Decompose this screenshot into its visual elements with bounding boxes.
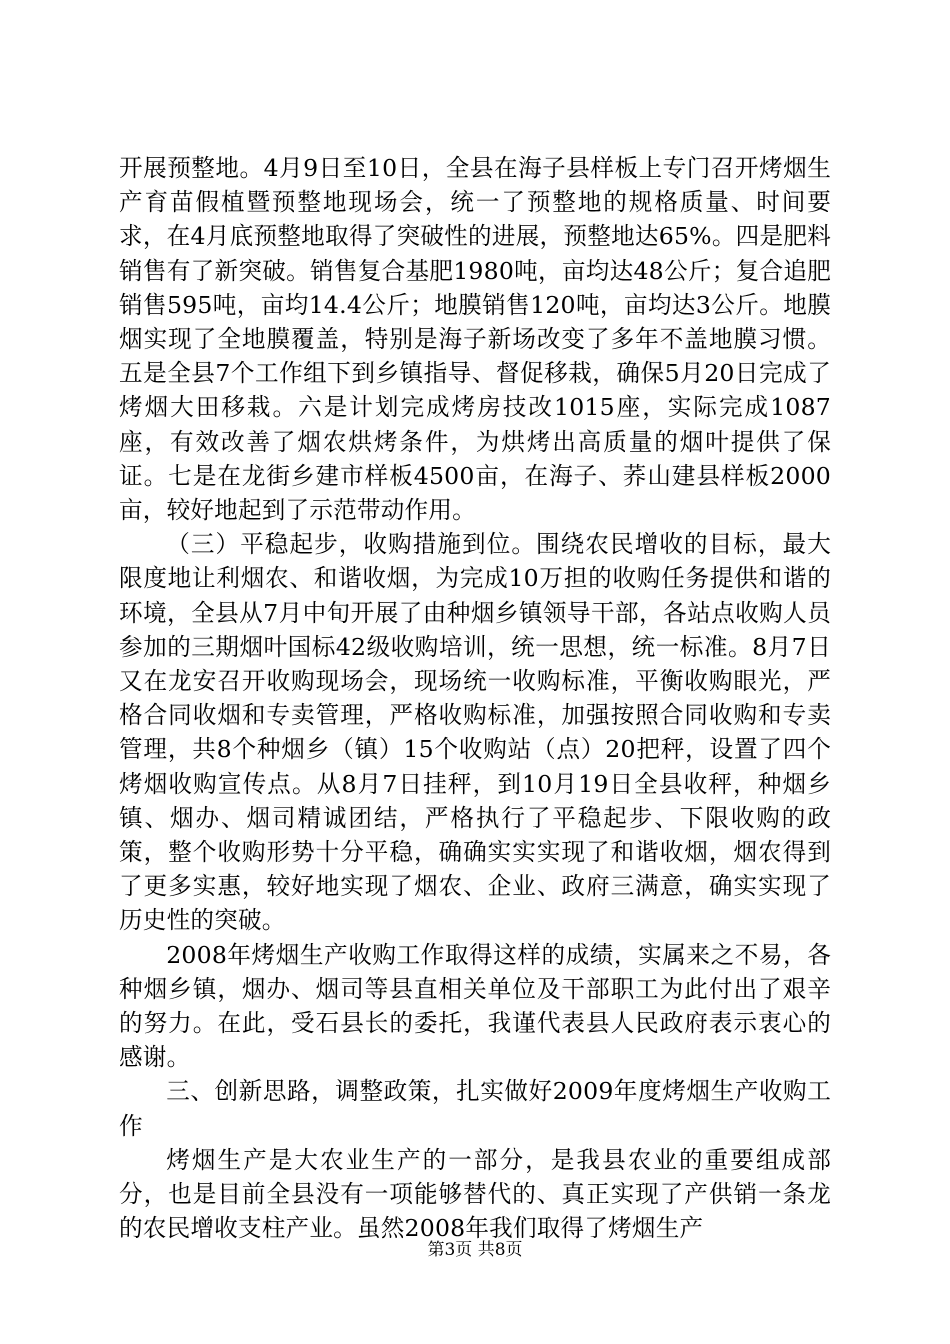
- heading-section-innovation: 三、创新思路，调整政策，扎实做好2009年度烤烟生产收购工作: [119, 1077, 831, 1140]
- document-body: [119, 151, 831, 1246]
- paragraph-section-three: （三）平稳起步，收购措施到位。围绕农民增收的目标，最大限度地让利烟农、和谐收烟，为完成10万担的收购任务提供和谐的环境，全县从7月中旬开展了由种烟乡镇领导干部，各站点收购人员参加的三期烟叶国标42级收购培训，统一思想，统一标准。8月7日又在龙安召开收购现场会，现场统一收购标准，平衡收购眼光，严格合同收烟和专卖管理，严格收购标准，加强按照合同收购和专卖管理，共8个种烟乡（镇）15个收购站（点）20把秤，设置了四个烤烟收购宣传点。从8月7日挂秤，到10月19日全县收秤，种烟乡镇、烟办、烟司精诚团结，严格执行了平稳起步、下限收购的政策，整个收购形势十分平稳，确确实实实现了和谐收烟，烟农得到了更多实惠，较好地实现了烟农、企业、政府三满意，确实实现了历史性的突破。: [119, 530, 831, 935]
- page-footer: [0, 1238, 950, 1262]
- paragraph-acknowledgement: 2008年烤烟生产收购工作取得这样的成绩，实属来之不易，各种烟乡镇，烟办、烟司等县直相关单位及干部职工为此付出了艰辛的努力。在此，受石县长的委托，我谨代表县人民政府表示衷心的感谢。: [119, 940, 831, 1072]
- paragraph-continuation: 开展预整地。4月9日至10日，全县在海子县样板上专门召开烤烟生产育苗假植暨预整地现场会，统一了预整地的规格质量、时间要求，在4月底预整地取得了突破性的进展，预整地达65%。四是肥料销售有了新突破。销售复合基肥1980吨，亩均达48公斤；复合追肥销售595吨，亩均14.4公斤；地膜销售120吨，亩均达3公斤。地膜烟实现了全地膜覆盖，特别是海子新场改变了多年不盖地膜习惯。五是全县7个工作组下到乡镇指导、督促移栽，确保5月20日完成了烤烟大田移栽。六是计划完成烤房技改1015座，实际完成1087座，有效改善了烟农烘烤条件，为烘烤出高质量的烟叶提供了保证。七是在龙街乡建市样板4500亩，在海子、荞山建县样板2000亩，较好地起到了示范带动作用。: [119, 154, 831, 525]
- page-number-label: 第3页 共8页: [427, 1240, 523, 1260]
- paragraph-tobacco-industry: 烤烟生产是大农业生产的一部分，是我县农业的重要组成部分，也是目前全县没有一项能够替代的、真正实现了产供销一条龙的农民增收支柱产业。虽然2008年我们取得了烤烟生产: [119, 1145, 831, 1243]
